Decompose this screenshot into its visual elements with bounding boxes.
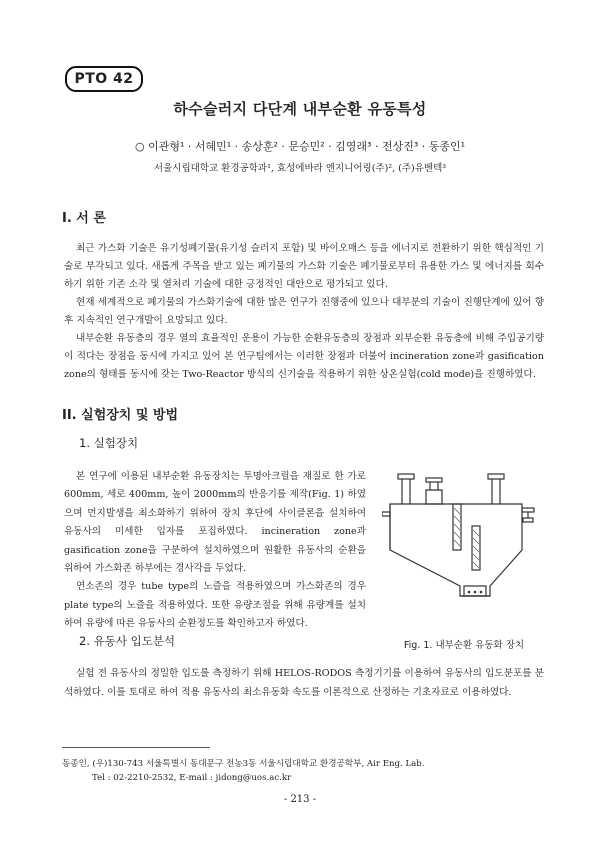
footnote <box>62 757 552 785</box>
apparatus-body <box>64 468 366 634</box>
introduction-body <box>64 240 544 384</box>
author-list: ○ 이관형¹ · 서혜민¹ · 송상훈² · 문승민² · 김영래³ · 전상진³ · 동종인¹ <box>134 140 466 153</box>
paragraph: 최근 가스화 기술은 유기성폐기물(유기성 슬러지 포함) 및 바이오매스 등을 에너지로 전환하기 위한 핵심적인 기술로 부각되고 있다. 새롭게 주목을 받고 있는 폐기물의 가스화 기술은 폐기물로부터 유용한 가스 및 에너지를 회수하기 위한 기존 소각 및 열처리 기술에 대한 긍정적인 대안으로 평가되고 있다. <box>64 243 544 290</box>
affiliations: 서울시립대학교 환경공학과¹, 효성에바라 엔지니어링(주)², (주)유벤텍³ <box>153 163 447 174</box>
paragraph: 내부순환 유동층의 경우 열의 효율적인 운용이 가능한 순환유동층의 장점과 외부순환 유동층에 비해 주입공기량이 적다는 장점을 동시에 가지고 있어 본 연구팀에서는 이러한 장점과 더불어 incineration zone과 gasification zone의 형태를 동시에 갖는 Two-Reactor 방식의 신기술을 적용하기 위한 상온실험(cold mode)을 진행하였다. <box>64 333 544 380</box>
figure-caption: Fig. 1. 내부순환 유동화 장치 <box>403 640 525 651</box>
section-heading-introduction: I. 서 론 <box>62 211 106 226</box>
subsection-heading-particle-size: 2. 유동사 입도분석 <box>79 634 176 648</box>
subsection-heading-apparatus: 1. 실험장치 <box>79 436 139 450</box>
reactor-diagram <box>382 468 546 628</box>
paragraph: 연소존의 경우 tube type의 노즐을 적용하였으며 가스화존의 경우 plate type의 노즐을 적용하였다. 또한 유량조절을 위해 유량계를 설치하여 유량에 따른 유동사의 순환정도를 확인하고자 하였다. <box>64 581 366 630</box>
footnote-address: 동종인, (우)130-743 서울특별시 동대문구 전농3동 서울시립대학교 환경공학부, Air Eng. Lab. <box>62 759 425 769</box>
footnote-contact: Tel : 02-2210-2532, E-mail : jidong@uos.ac.kr <box>92 773 292 783</box>
session-tag: PTO 42 <box>65 66 143 92</box>
footnote-divider <box>62 747 210 748</box>
paragraph: 실험 전 유동사의 정밀한 입도를 측정하기 위해 HELOS-RODOS 측정기기를 이용하여 유동사의 입도분포를 분석하였다. 이를 토대로 하여 적용 유동사의 최소유동화 속도를 이론적으로 산정하는 기초자료로 이용하였다. <box>64 668 544 698</box>
paragraph: 본 연구에 이용된 내부순환 유동장치는 투명아크릴을 재질로 한 가로 600mm, 세로 400mm, 높이 2000mm의 반응기를 제작(Fig. 1) 하였으며 먼지발생을 최소화하기 위하여 장치 후단에 사이클론을 설치하여 유동사의 미세한 입자를 포집하였다. incineration zone과 gasification zone을 구분하여 설치하였으며 원활한 유동사의 순환을 위하여 가스화존 하부에는 경사각을 두었다. <box>64 471 366 575</box>
section-heading-methods: II. 실험장치 및 방법 <box>62 408 179 423</box>
paper-title: 하수슬러지 다단계 내부순환 유동특성 <box>173 100 427 118</box>
paragraph: 현재 세계적으로 폐기물의 가스화기술에 대한 많은 연구가 진행중에 있으나 대부분의 기술이 진행단계에 있어 향후 지속적인 연구개발이 요망되고 있다. <box>64 297 544 326</box>
page-number: - 213 - <box>283 794 317 805</box>
particle-size-body <box>64 664 544 702</box>
